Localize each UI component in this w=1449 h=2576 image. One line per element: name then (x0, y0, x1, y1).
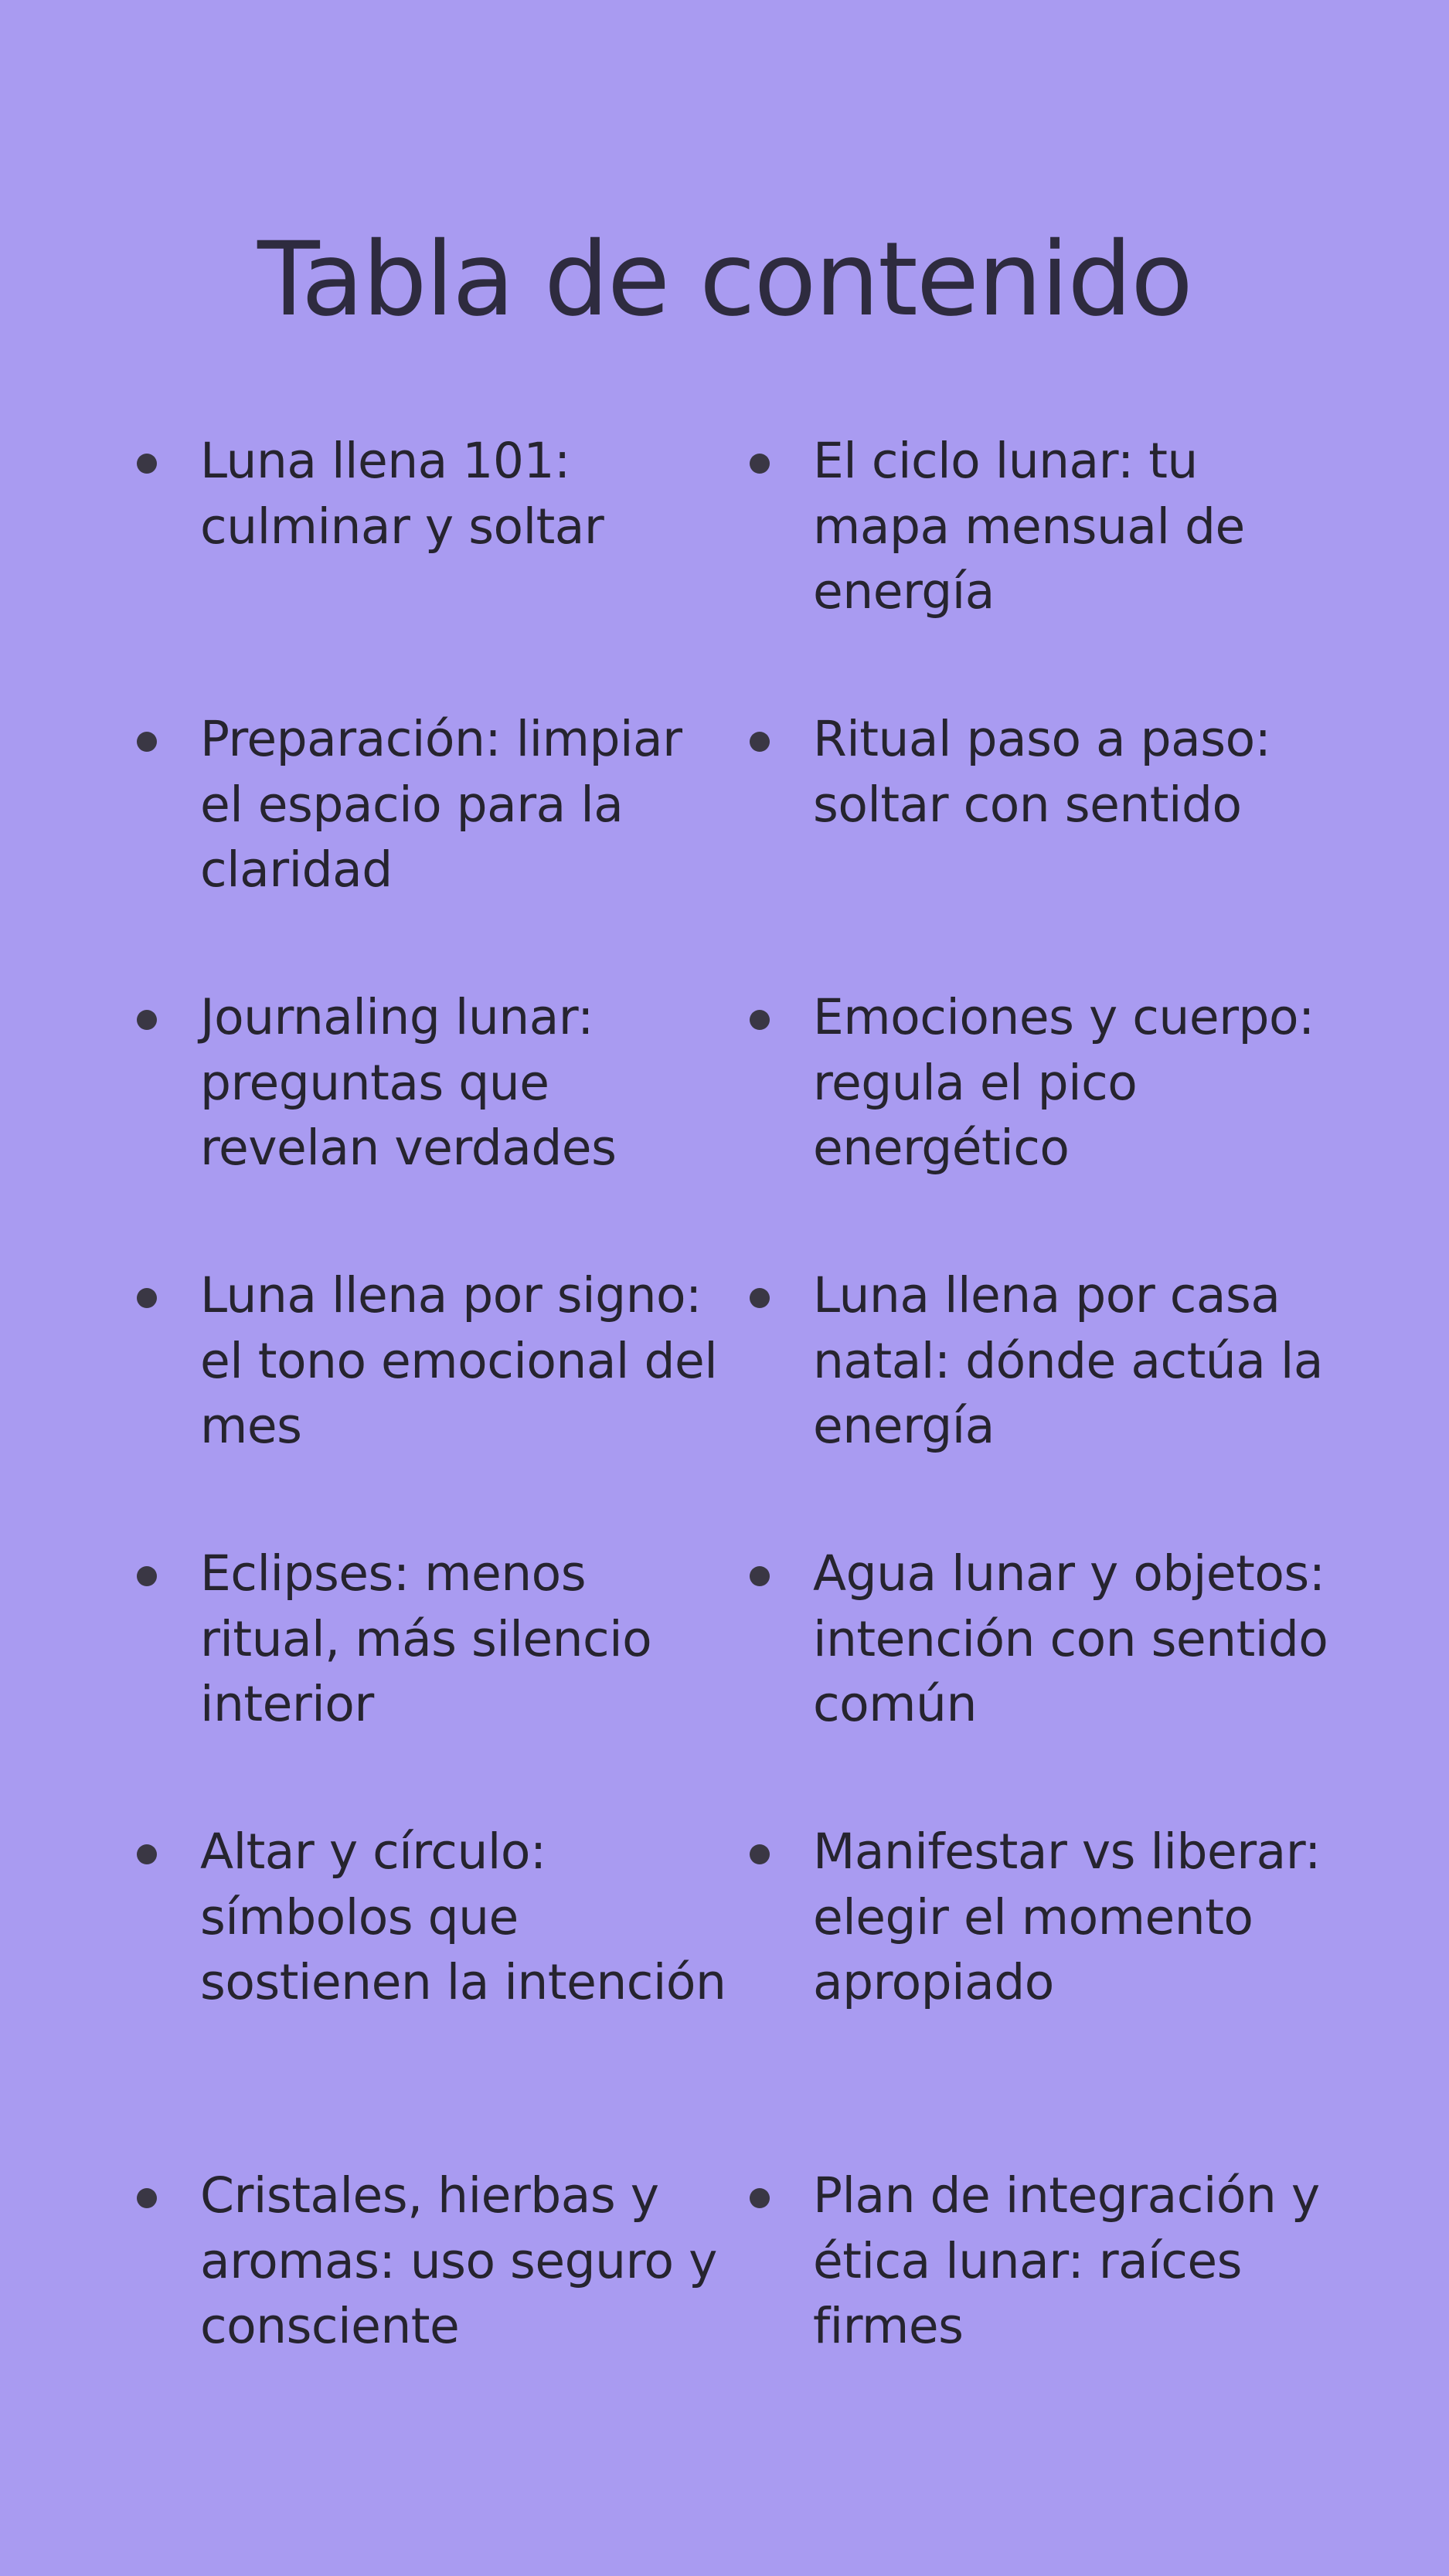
bullet-icon (137, 1288, 157, 1308)
toc-item-text: Ritual paso a paso: soltar con sentido (813, 711, 1271, 833)
bullet-icon (750, 454, 770, 474)
bullet-icon (137, 1566, 157, 1586)
toc-item-text: Emociones y cuerpo: regula el pico energético (813, 989, 1315, 1176)
bullet-icon (137, 454, 157, 474)
bullet-icon (750, 1566, 770, 1586)
toc-item-text: Manifestar vs liberar: elegir el momento apropiado (813, 1823, 1321, 2010)
bullet-icon (137, 1844, 157, 1864)
toc-item-text: Cristales, hierbas y aromas: uso seguro y consciente (200, 2167, 717, 2354)
toc-item-text: Agua lunar y objetos: intención con sentido común (813, 1545, 1328, 1732)
bullet-icon (750, 1288, 770, 1308)
bullet-icon (137, 2188, 157, 2208)
toc-item-text: Luna llena por signo: el tono emocional del mes (200, 1267, 718, 1454)
toc-item-text: Luna llena 101: culminar y soltar (200, 433, 604, 555)
bullet-icon (137, 1010, 157, 1030)
bullet-icon (750, 2188, 770, 2208)
bullet-icon (750, 1844, 770, 1864)
toc-item-text: Altar y círculo: símbolos que sostienen la intención (200, 1823, 726, 2010)
bullet-icon (750, 1010, 770, 1030)
toc-item-text: El ciclo lunar: tu mapa mensual de energía (813, 433, 1245, 620)
bullet-icon (137, 732, 157, 752)
toc-item-text: Eclipses: menos ritual, más silencio interior (200, 1545, 652, 1732)
toc-item-text: Plan de integración y ética lunar: raíces firmes (813, 2167, 1320, 2354)
toc-item-text: Journaling lunar: preguntas que revelan verdades (200, 989, 617, 1176)
page-title: Tabla de contenido (257, 220, 1192, 339)
bullet-icon (750, 732, 770, 752)
toc-item-text: Luna llena por casa natal: dónde actúa la energía (813, 1267, 1323, 1454)
toc-item-text: Preparación: limpiar el espacio para la claridad (200, 711, 682, 898)
